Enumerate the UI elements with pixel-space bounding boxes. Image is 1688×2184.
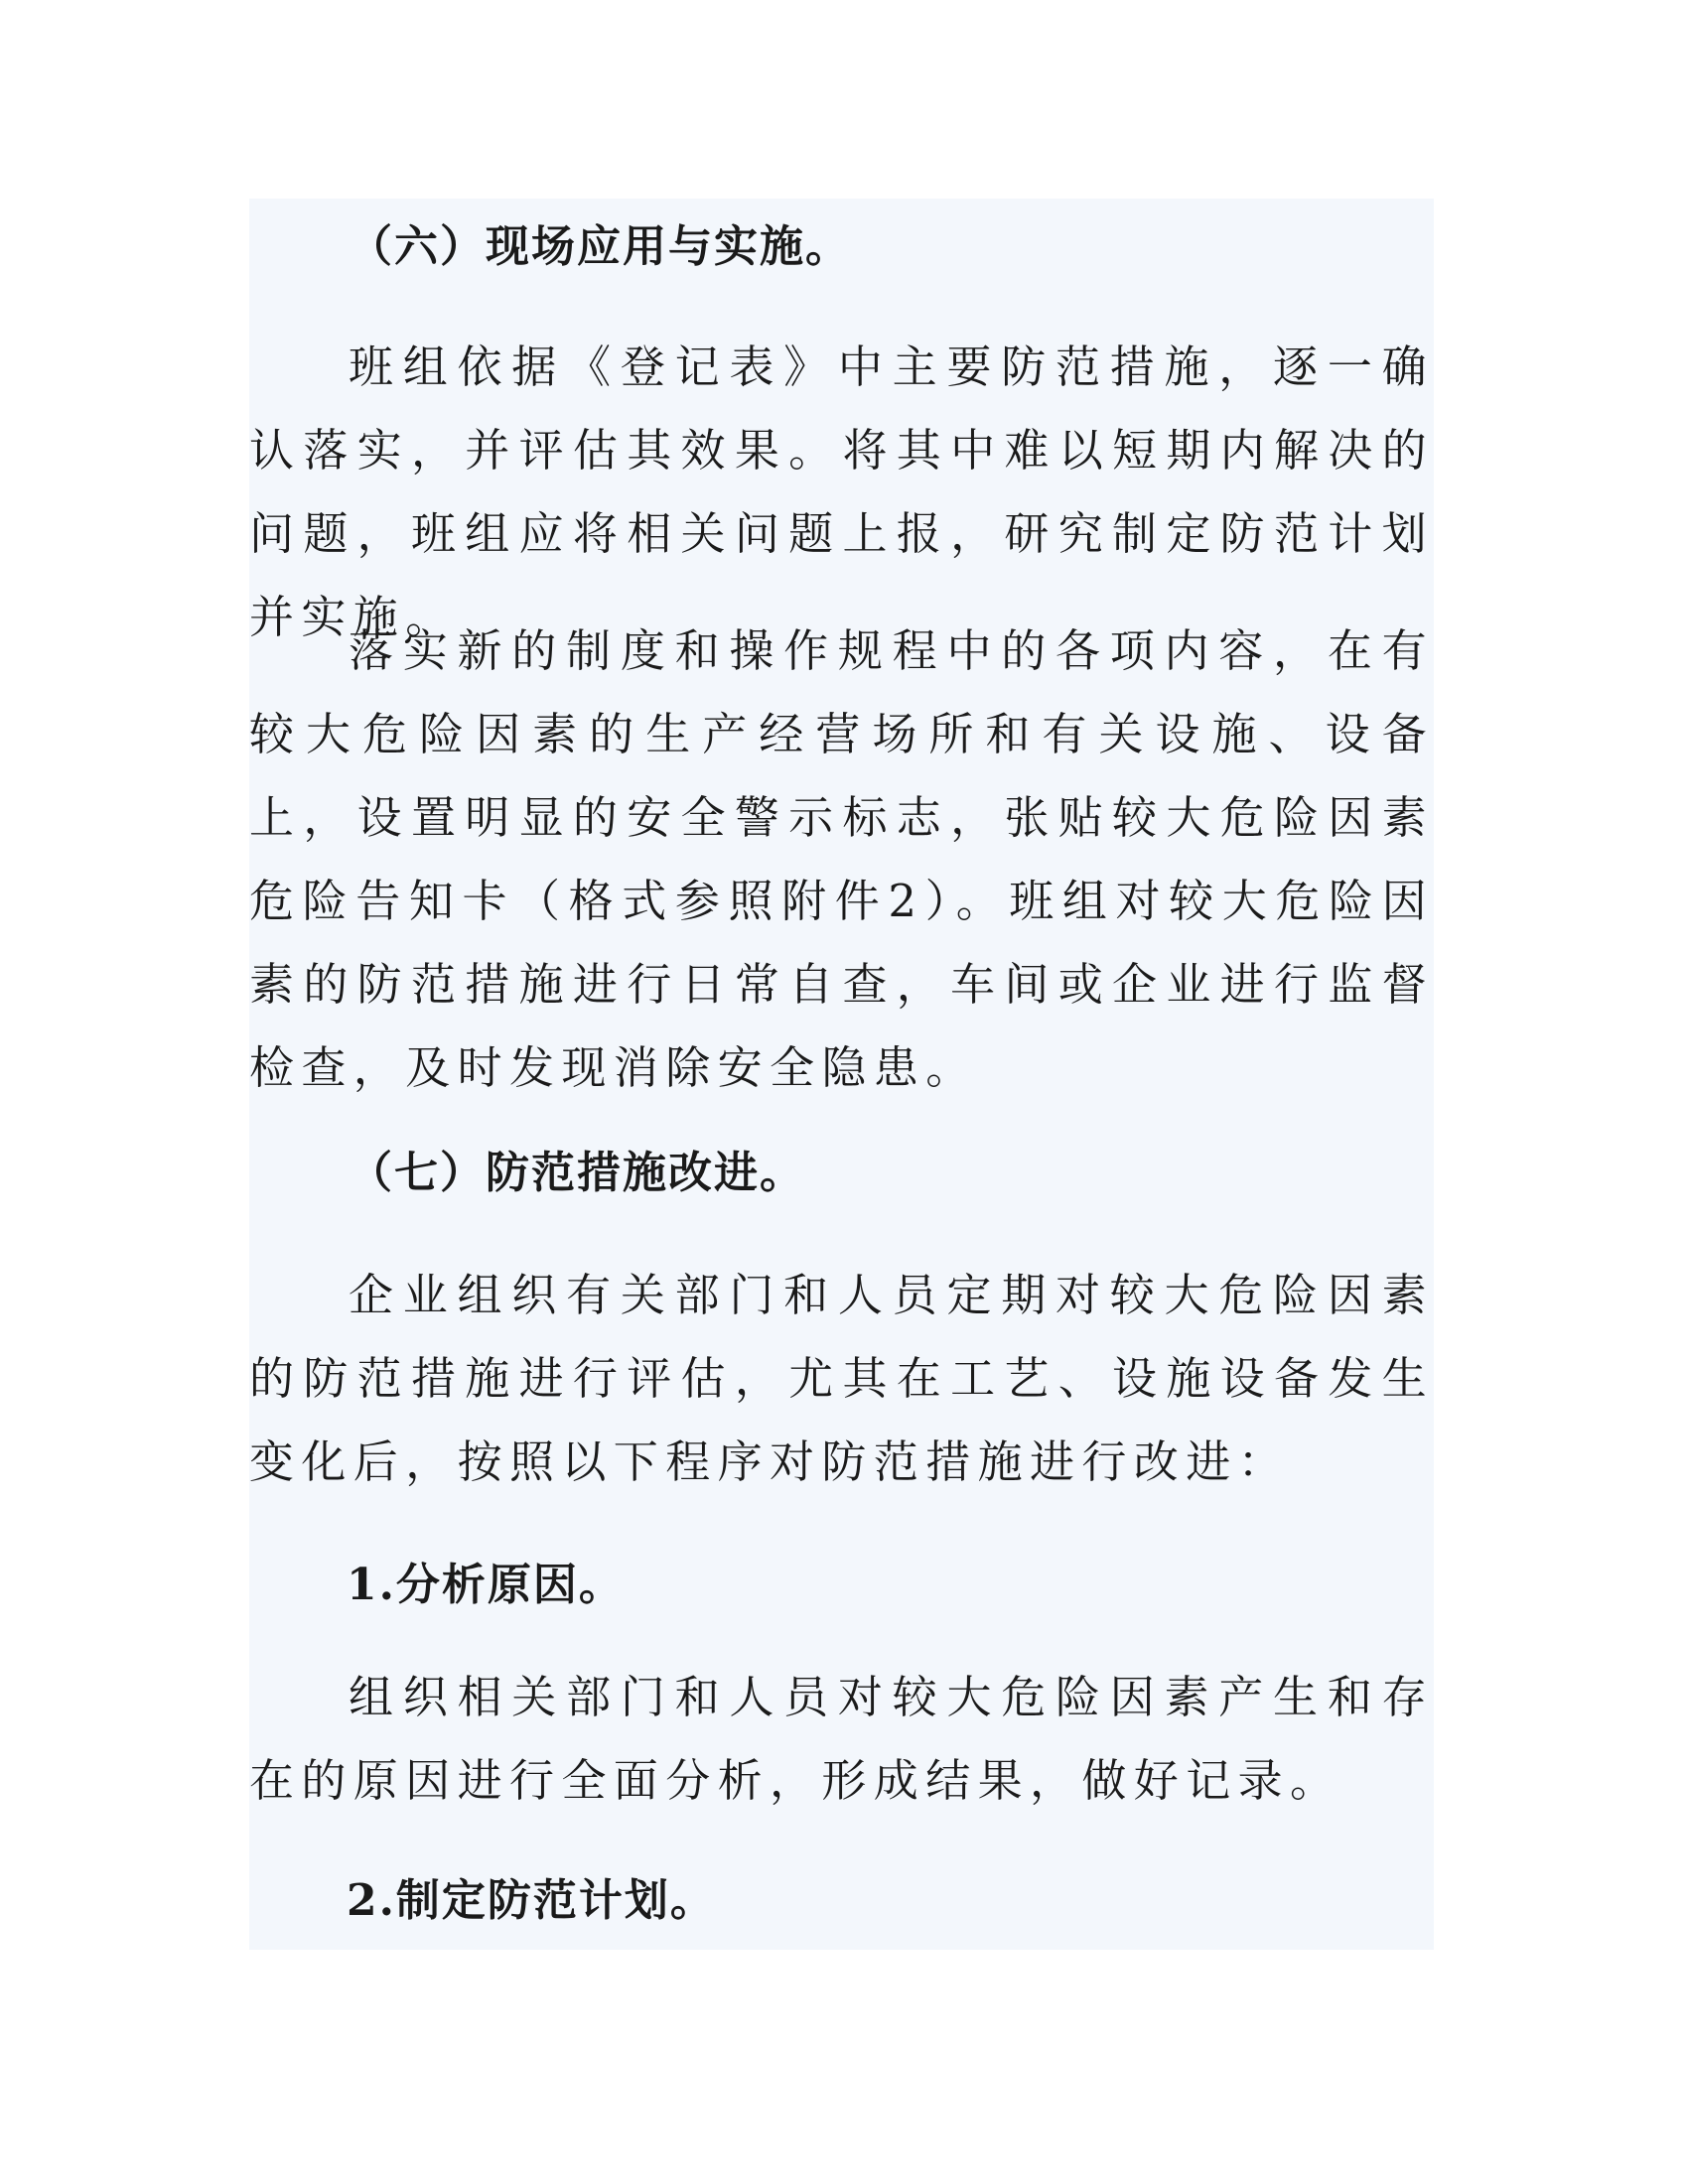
- section-heading-6: （六）现场应用与实施。: [349, 221, 851, 272]
- paragraph: 组织相关部门和人员对较大危险因素产生和存在的原因进行全面分析，形成结果，做好记录。: [249, 1671, 1434, 1807]
- paragraph: 企业组织有关部门和人员定期对较大危险因素的防范措施进行评估，尤其在工艺、设施设备发生变化后，按照以下程序对防范措施进行改进：: [249, 1269, 1434, 1488]
- section-heading-7: （七）防范措施改进。: [349, 1148, 805, 1198]
- highlighted-text-block: [249, 199, 1434, 1950]
- subsection-heading-1: 1.分析原因。: [347, 1560, 625, 1610]
- subsection-heading-2: 2.制定防范计划。: [347, 1875, 716, 1926]
- paragraph: 落实新的制度和操作规程中的各项内容，在有较大危险因素的生产经营场所和有关设施、设备上，设置明显的安全警示标志，张贴较大危险因素危险告知卡（格式参照附件2）。班组对较大危险因素的防范措施进行日常自查，车间或企业进行监督检查，及时发现消除安全隐患。: [249, 624, 1434, 1094]
- paragraph: 班组依据《登记表》中主要防范措施，逐一确认落实，并评估其效果。将其中难以短期内解决的问题，班组应将相关问题上报，研究制定防范计划并实施。: [249, 341, 1434, 643]
